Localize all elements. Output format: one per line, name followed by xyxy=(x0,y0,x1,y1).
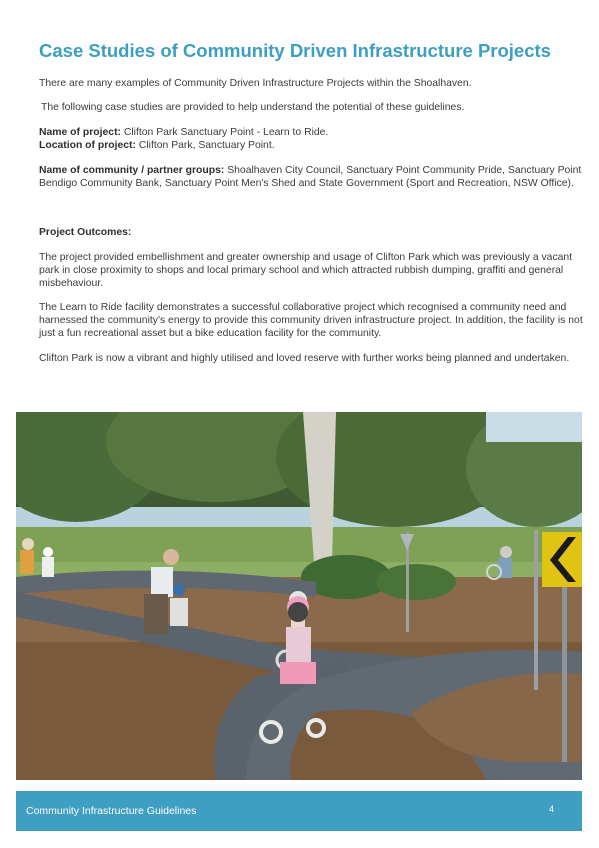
intro-guidelines-paragraph: The following case studies are provided to help understand the potential of these guidelines. xyxy=(41,102,465,113)
outcomes-paragraph-2: The Learn to Ride facility demonstrates a successful collaborative project which recognised a community need and harnessed the community's energy to provide this community driven infrastructure project. In addition, the facility is not just a fun recreational asset but a bike education facility for the community. xyxy=(39,302,583,339)
outcomes-paragraph-3: Clifton Park is now a vibrant and highly utilised and loved reserve with further works being planned and undertaken. xyxy=(39,353,570,364)
footer-title: Community Infrastructure Guidelines xyxy=(26,805,197,817)
partner-groups-paragraph xyxy=(39,164,584,190)
outcomes-paragraph-1: The project provided embellishment and greater ownership and usage of Clifton Park which was previously a vacant park in close proximity to shops and local primary school and which attracted rubbish dumping, graffiti and general misbehaviour. xyxy=(39,252,573,289)
outcomes-heading-text: Project Outcomes: xyxy=(39,227,132,238)
project-name-value: Clifton Park Sanctuary Point - Learn to Ride. xyxy=(123,127,329,138)
outcomes-heading xyxy=(39,226,584,239)
learn-to-ride-illustration xyxy=(16,412,582,780)
partner-groups-value: Shoalhaven City Council, Sanctuary Point Community Pride, Sanctuary Point Bendigo Community Bank, Sanctuary Point Men's Shed and State Government (Sport and Recreation, NSW Office). xyxy=(39,165,582,189)
partner-groups-label: Name of community / partner groups: xyxy=(39,165,225,176)
project-name-line xyxy=(39,126,584,139)
project-name-label: Name of project: xyxy=(39,127,121,138)
page-number: 4 xyxy=(548,804,554,814)
learn-to-ride-photo xyxy=(16,412,582,780)
intro-paragraph: There are many examples of Community Driven Infrastructure Projects within the Shoalhaven. xyxy=(39,78,472,89)
project-location-line xyxy=(39,139,584,152)
footer-bar xyxy=(16,791,582,831)
page-title: Case Studies of Community Driven Infrastructure Projects xyxy=(39,40,551,61)
project-location-label: Location of project: xyxy=(39,140,136,151)
project-location-value: Clifton Park, Sanctuary Point. xyxy=(138,140,275,151)
